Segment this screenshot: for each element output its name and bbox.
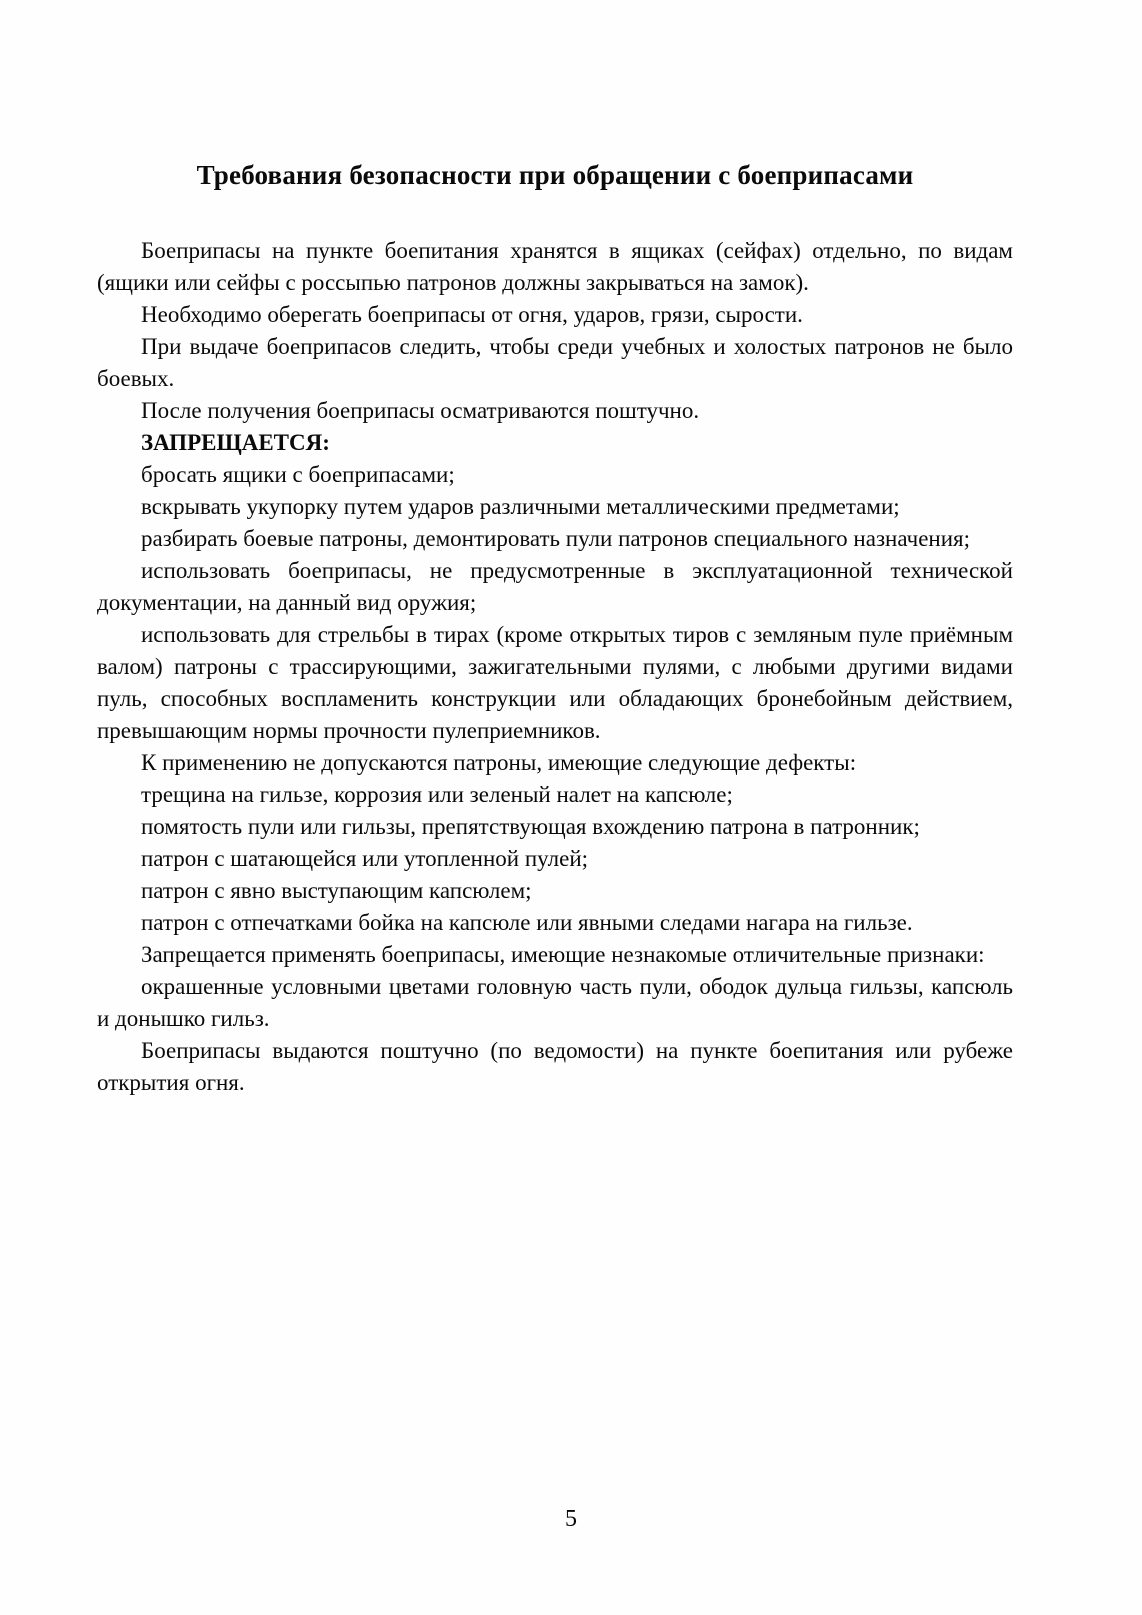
paragraph: разбирать боевые патроны, демонтировать пули патронов специального назначения; <box>141 526 970 551</box>
page-number: 5 <box>565 1506 577 1532</box>
paragraph: вскрывать укупорку путем ударов различными металлическими предметами; <box>141 494 900 519</box>
paragraph: патрон с явно выступающим капсюлем; <box>141 878 532 903</box>
forbidden-heading: ЗАПРЕЩАЕТСЯ: <box>141 430 330 455</box>
paragraph: помятость пули или гильзы, препятствующая вхождению патрона в патронник; <box>141 814 920 839</box>
paragraph: патрон с отпечатками бойка на капсюле или явными следами нагара на гильзе. <box>141 910 913 935</box>
paragraph: Боеприпасы выдаются поштучно (по ведомости) на пункте боепитания или рубеже открытия огня. <box>97 1038 1013 1095</box>
paragraph: использовать для стрельбы в тирах (кроме открытых тиров с земляным пуле приёмным валом) патроны с трассирующими, зажигательными пулями, с любыми другими видами пуль, способных воспламенить конструкции или обладающих бронебойным действием, превышающим нормы прочности пулеприемников. <box>97 622 1013 743</box>
paragraph: бросать ящики с боеприпасами; <box>141 462 455 487</box>
paragraph: использовать боеприпасы, не предусмотренные в эксплуатационной технической документации, на данный вид оружия; <box>97 558 1013 615</box>
paragraph: К применению не допускаются патроны, имеющие следующие дефекты: <box>141 750 857 775</box>
paragraph: Запрещается применять боеприпасы, имеющие незнакомые отличительные признаки: <box>141 942 985 967</box>
paragraph: окрашенные условными цветами головную часть пули, ободок дульца гильзы, капсюль и донышко гильз. <box>97 974 1013 1031</box>
paragraph: трещина на гильзе, коррозия или зеленый налет на капсюле; <box>141 782 733 807</box>
paragraph: Необходимо оберегать боеприпасы от огня, ударов, грязи, сырости. <box>141 302 803 327</box>
page-title: Требования безопасности при обращении с боеприпасами <box>196 160 914 190</box>
paragraph: патрон с шатающейся или утопленной пулей; <box>141 846 589 871</box>
text-column <box>97 0 1013 1099</box>
paragraph: После получения боеприпасы осматриваются поштучно. <box>141 398 700 423</box>
paragraph: Боеприпасы на пункте боепитания хранятся в ящиках (сейфах) отдельно, по видам (ящики или сейфы с россыпью патронов должны закрываться на замок). <box>97 238 1013 295</box>
paragraph: При выдаче боеприпасов следить, чтобы среди учебных и холостых патронов не было боевых. <box>97 334 1013 391</box>
